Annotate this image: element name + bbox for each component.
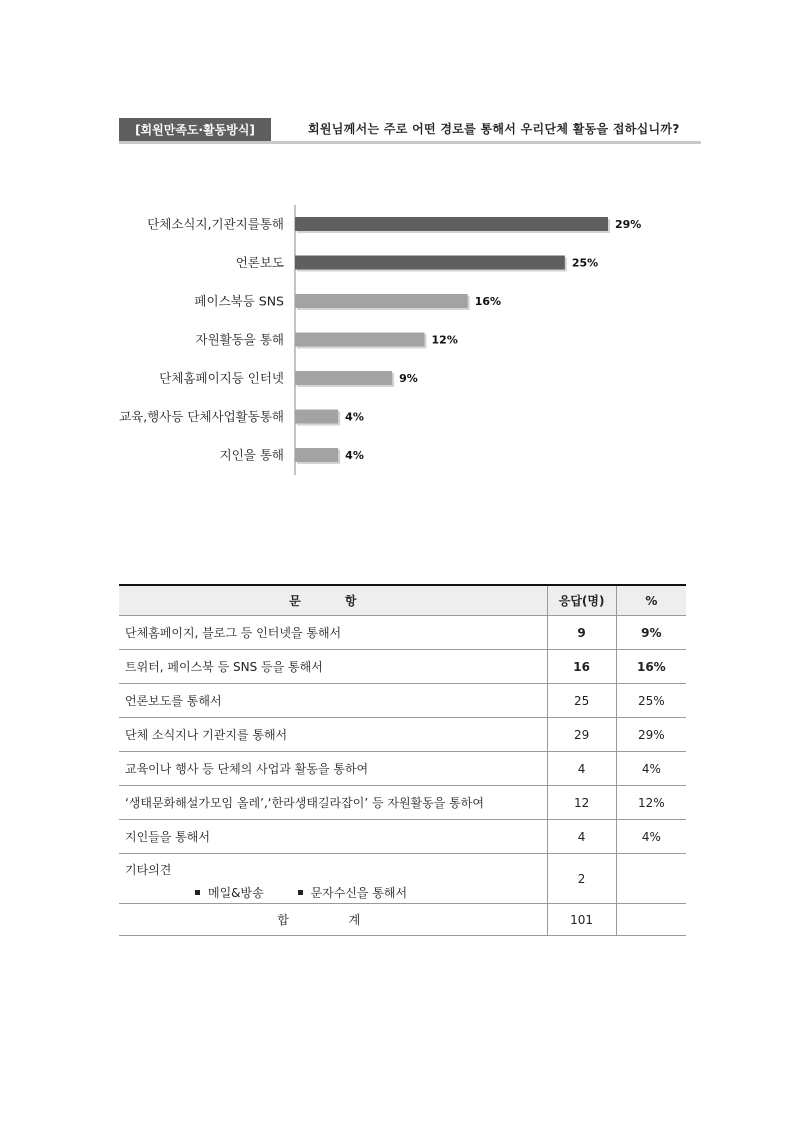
bar [295, 371, 392, 385]
square-bullet-icon [195, 890, 200, 895]
row-percent: 16% [616, 650, 686, 684]
table-row [119, 718, 686, 752]
bar [295, 256, 565, 270]
value-label: 25% [571, 256, 599, 270]
table-row [119, 820, 686, 854]
table-row [119, 752, 686, 786]
bar [295, 294, 468, 308]
row-percent: 25% [616, 684, 686, 718]
value-label: 4% [345, 449, 364, 462]
survey-question: 회원님께서는 주로 어떤 경로를 통해서 우리단체 활동을 접하십니까? [308, 122, 680, 136]
row-percent: 12% [616, 786, 686, 820]
square-bullet-icon [298, 890, 303, 895]
other-cell [119, 854, 547, 904]
other-option [195, 884, 264, 901]
header-percent: % [616, 585, 686, 616]
row-item: 단체홈페이지, 블로그 등 인터넷을 통해서 [119, 616, 547, 650]
header-item: 문 항 [119, 585, 547, 616]
table-row [119, 650, 686, 684]
other-title: 기타의견 [125, 862, 172, 877]
other-percent [616, 854, 686, 904]
value-label: 16% [474, 295, 502, 308]
header-count: 응답(명) [547, 585, 616, 616]
category-label: 지인을 통해 [219, 447, 284, 463]
row-item: 단체 소식지나 기관지를 통해서 [119, 718, 547, 752]
category-label: 단체홈페이지등 인터넷 [159, 370, 284, 386]
category-label: 언론보도 [235, 255, 284, 270]
table-header-row [119, 585, 686, 616]
bar-chart [100, 195, 660, 485]
row-count: 12 [547, 786, 616, 820]
bar [295, 448, 338, 462]
other-count: 2 [547, 854, 616, 904]
bar-chart-svg [100, 195, 660, 485]
row-count: 16 [547, 650, 616, 684]
row-item: ‘생태문화해설가모임 올레’,‘한라생태길라잡이’ 등 자원활동을 통하여 [119, 786, 547, 820]
total-label: 합 계 [119, 904, 547, 936]
table-row-other [119, 854, 686, 904]
row-item: 교육이나 행사 등 단체의 사업과 활동을 통하여 [119, 752, 547, 786]
category-label: 페이스북등 SNS [194, 293, 284, 309]
category-label: 단체소식지,기관지를통해 [147, 216, 284, 232]
other-options [125, 884, 547, 901]
total-percent [616, 904, 686, 936]
table-row-total [119, 904, 686, 936]
value-label: 9% [399, 372, 418, 385]
row-percent: 4% [616, 820, 686, 854]
table-row [119, 786, 686, 820]
row-percent: 9% [616, 616, 686, 650]
response-table [119, 584, 686, 936]
other-option [298, 884, 408, 901]
category-label: 자원활동을 통해 [195, 332, 284, 347]
row-count: 4 [547, 752, 616, 786]
value-label: 4% [345, 410, 364, 424]
bar [295, 410, 338, 424]
row-count: 4 [547, 820, 616, 854]
row-item: 언론보도를 통해서 [119, 684, 547, 718]
row-percent: 4% [616, 752, 686, 786]
section-tag: [회원만족도·활동방식] [119, 118, 271, 141]
table-row [119, 684, 686, 718]
bar [295, 217, 608, 231]
header-divider [119, 141, 701, 144]
value-label: 12% [431, 333, 458, 347]
row-count: 29 [547, 718, 616, 752]
bar [295, 333, 425, 347]
total-count: 101 [547, 904, 616, 936]
row-item: 지인들을 통해서 [119, 820, 547, 854]
other-option-label: 메일&방송 [208, 885, 264, 900]
other-option-label: 문자수신을 통해서 [310, 885, 408, 900]
row-count: 9 [547, 616, 616, 650]
row-count: 25 [547, 684, 616, 718]
category-label: 교육,행사등 단체사업활동통해 [119, 409, 284, 424]
value-label: 29% [615, 218, 642, 231]
row-item: 트위터, 페이스북 등 SNS 등을 통해서 [119, 650, 547, 684]
table-row [119, 616, 686, 650]
row-percent: 29% [616, 718, 686, 752]
